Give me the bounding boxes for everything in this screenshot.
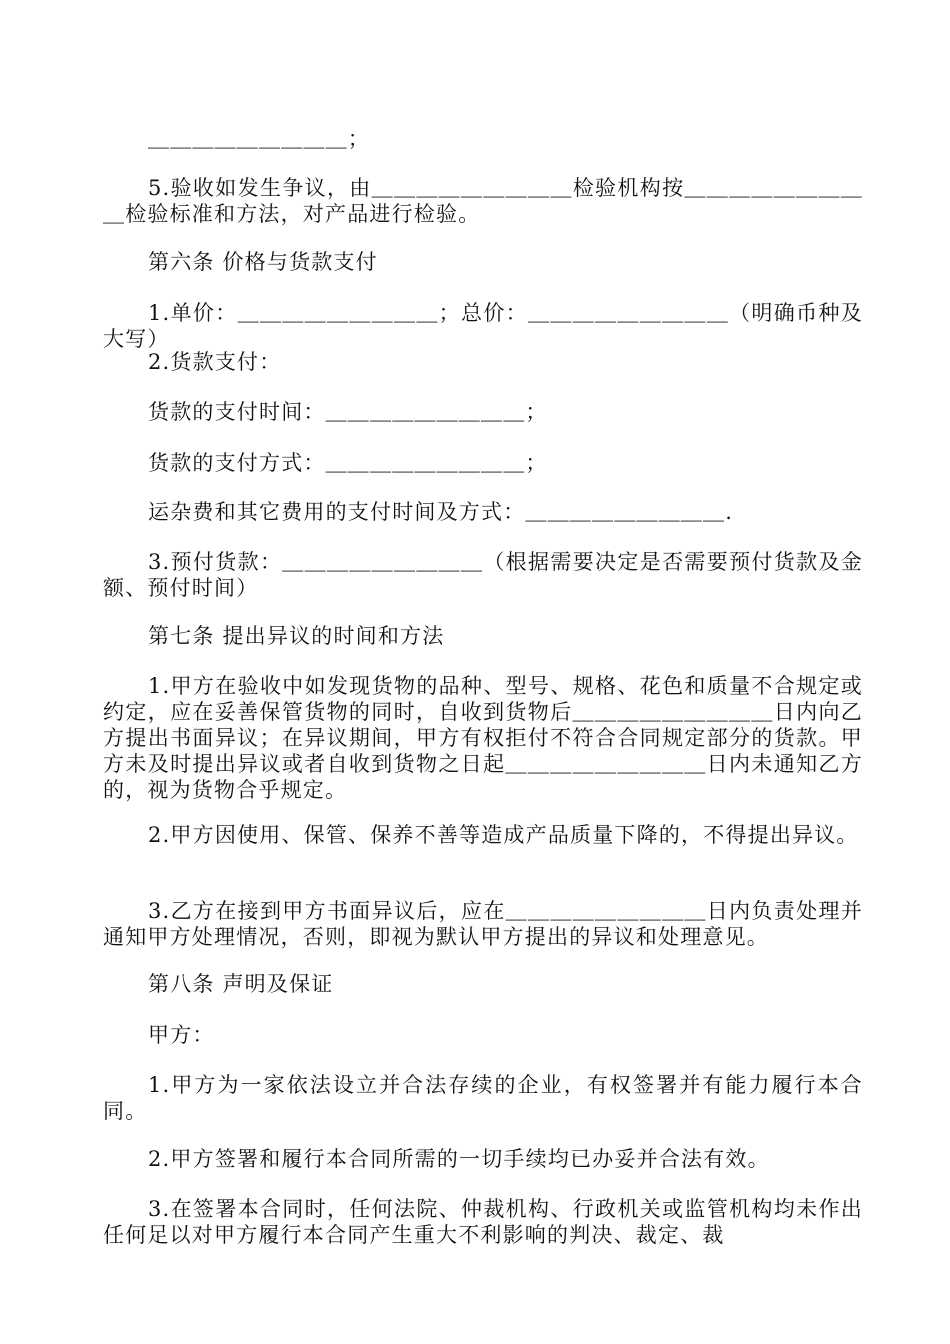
objection-clause-2-paragraph: 2.甲方因使用、保管、保养不善等造成产品质量下降的，不得提出异议。 — [148, 823, 859, 847]
warranty-clause-3-paragraph: 3.在签署本合同时，任何法院、仲裁机构、行政机关或监管机构均未作出任何足以对甲方履行本合同产生重大不利影响的判决、裁定、裁 — [103, 1197, 863, 1247]
prepayment-paragraph: 3.预付货款：＿＿＿＿＿＿＿＿＿（根据需要决定是否需要预付货款及金额、预付时间） — [103, 550, 863, 600]
clause-5-dispute-paragraph: 5.验收如发生争议，由＿＿＿＿＿＿＿＿＿检验机构按＿＿＿＿＿＿＿＿＿检验标准和方法，对产品进行检验。 — [103, 176, 863, 226]
objection-clause-1-paragraph: 1.甲方在验收中如发现货物的品种、型号、规格、花色和质量不合规定或约定，应在妥善保管货物的同时，自收到货物后＿＿＿＿＿＿＿＿＿日内向乙方提出书面异议；在异议期间，甲方有权拒付不符合合同规定部分的货款。甲方未及时提出异议或者自收到货物之日起＿＿＿＿＿＿＿＿＿日内未通知乙方的，视为货物合乎规定。 — [103, 674, 863, 802]
payment-method-paragraph: 货款的支付方式：＿＿＿＿＿＿＿＿＿； — [148, 451, 548, 475]
freight-payment-paragraph: 运杂费和其它费用的支付时间及方式：＿＿＿＿＿＿＿＿＿. — [148, 500, 734, 524]
warranty-clause-2-paragraph: 2.甲方签署和履行本合同所需的一切手续均已办妥并合法有效。 — [148, 1147, 770, 1171]
price-paragraph: 1.单价：＿＿＿＿＿＿＿＿＿；总价：＿＿＿＿＿＿＿＿＿（明确币种及大写） — [103, 301, 863, 351]
blank-line-paragraph: ＿＿＿＿＿＿＿＿＿； — [148, 127, 370, 151]
article-7-heading: 第七条 提出异议的时间和方法 — [148, 624, 445, 648]
objection-clause-3-paragraph: 3.乙方在接到甲方书面异议后，应在＿＿＿＿＿＿＿＿＿日内负责处理并通知甲方处理情况，否则，即视为默认甲方提出的异议和处理意见。 — [103, 899, 863, 949]
article-8-heading: 第八条 声明及保证 — [148, 972, 334, 996]
party-a-label: 甲方： — [148, 1023, 215, 1047]
payment-time-paragraph: 货款的支付时间：＿＿＿＿＿＿＿＿＿； — [148, 400, 548, 424]
warranty-clause-1-paragraph: 1.甲方为一家依法设立并合法存续的企业，有权签署并有能力履行本合同。 — [103, 1073, 863, 1123]
article-6-heading: 第六条 价格与货款支付 — [148, 250, 378, 274]
payment-heading-paragraph: 2.货款支付： — [148, 350, 282, 374]
